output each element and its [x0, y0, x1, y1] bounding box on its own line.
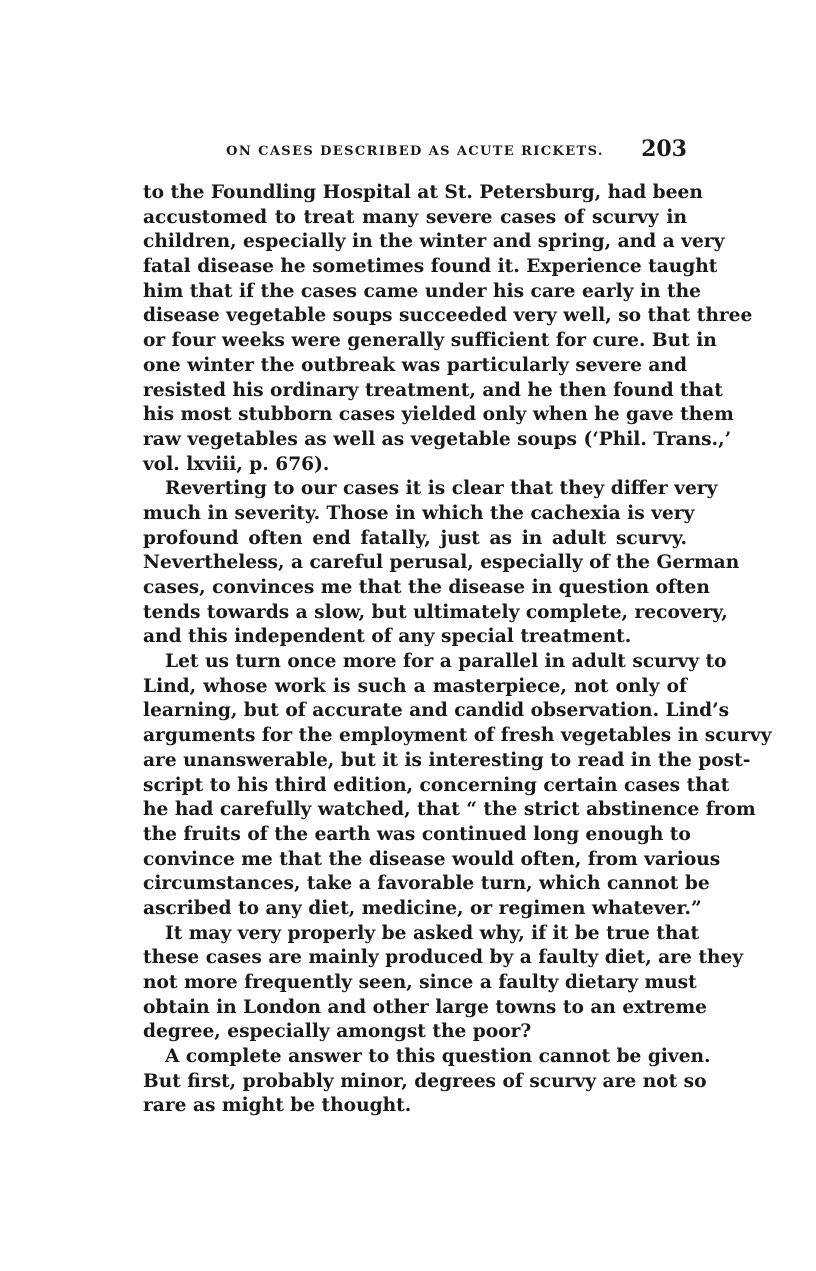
text-line: learning, but of accurate and candid observation. Lind’s [143, 700, 730, 722]
text-line: But first, probably minor, degrees of scurvy are not so [143, 1070, 707, 1092]
text-line: much in severity. Those in which the cachexia is very [143, 502, 695, 524]
text-line: obtain in London and other large towns to an extreme [143, 996, 707, 1018]
text-line: accustomed to treat many severe cases of scurvy in [143, 206, 687, 228]
text-line: are unanswerable, but it is interesting to read in the post- [143, 749, 751, 771]
text-line: Let us turn once more for a parallel in adult scurvy to [165, 651, 727, 673]
running-head [143, 136, 687, 166]
text-line: degree, especially amongst the poor? [143, 1021, 532, 1043]
text-line: or four weeks were generally sufficient for cure. But in [143, 330, 717, 352]
text-line: not more frequently seen, since a faulty dietary must [143, 972, 697, 993]
text-line: one winter the outbreak was particularly severe and [143, 354, 687, 376]
text-line: It may very properly be asked why, if it be true that [165, 922, 700, 944]
text-line: script to his third edition, concerning certain cases that [143, 774, 730, 796]
text-line: he had carefully watched, that “ the strict abstinence from [143, 799, 756, 821]
text-line: cases, convinces me that the disease in question often [143, 577, 710, 598]
text-line: Nevertheless, a careful perusal, especially of the German [143, 552, 740, 574]
text-line: the fruits of the earth was continued long enough to [143, 823, 691, 845]
body-text [143, 181, 772, 1119]
text-line: circumstances, take a favorable turn, which cannot be [143, 873, 710, 895]
text-line: disease vegetable soups succeeded very well, so that three [143, 305, 753, 327]
text-line: him that if the cases came under his care early in the [143, 280, 701, 302]
page-number: 203 [641, 136, 687, 162]
text-line: children, especially in the winter and spring, and a very [143, 231, 725, 253]
text-line: Lind, whose work is such a masterpiece, not only of [143, 675, 687, 697]
text-line: these cases are mainly produced by a faulty diet, are they [143, 947, 744, 969]
text-line: raw vegetables as well as vegetable soups (‘Phil. Trans.,’ [143, 428, 732, 450]
running-title: ON CASES DESCRIBED AS ACUTE RICKETS. [226, 144, 604, 159]
text-line: rare as might be thought. [143, 1095, 412, 1117]
text-line: convince me that the disease would often, from various [143, 848, 721, 870]
text-line: his most stubborn cases yielded only when he gave them [143, 404, 734, 426]
text-line: ascribed to any diet, medicine, or regimen whatever.” [143, 897, 702, 919]
text-line: profound often end fatally, just as in adult scurvy. [143, 527, 687, 549]
text-line: fatal disease he sometimes found it. Experience taught [143, 256, 718, 278]
text-line: vol. lxviii, p. 676). [143, 453, 330, 475]
text-line: tends towards a slow, but ultimately complete, recovery, [143, 601, 728, 623]
text-line: resisted his ordinary treatment, and he then found that [143, 379, 723, 401]
text-line: and this independent of any special treatment. [143, 626, 632, 648]
text-line: Reverting to our cases it is clear that they differ very [165, 478, 718, 500]
text-line: A complete answer to this question cannot be given. [165, 1046, 711, 1068]
text-line: to the Foundling Hospital at St. Petersburg, had been [143, 182, 703, 203]
text-line: arguments for the employment of fresh vegetables in scurvy [143, 725, 772, 747]
